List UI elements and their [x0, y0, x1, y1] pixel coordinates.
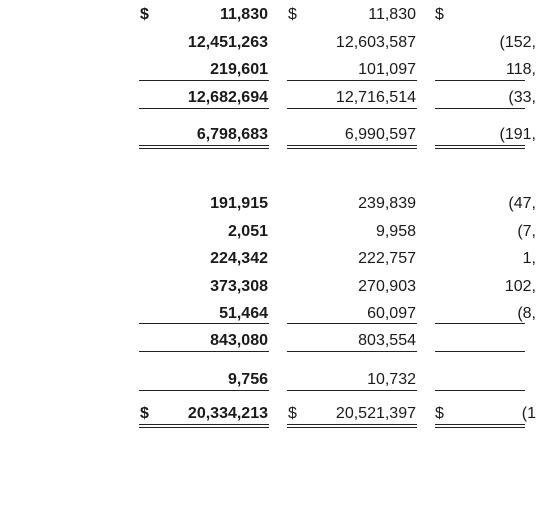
- currency-symbol: $: [435, 405, 444, 422]
- underline-rule: [287, 351, 417, 352]
- currency-symbol: $: [140, 6, 149, 23]
- underline-rule: [435, 323, 525, 324]
- current-year-value: 2,051: [227, 223, 268, 240]
- currency-symbol: $: [288, 405, 297, 422]
- prior-year-value: 239,839: [358, 195, 416, 212]
- prior-year-total: 20,521,397: [335, 405, 416, 422]
- underline-rule: [139, 323, 269, 324]
- prior-year-value: 12,716,514: [335, 89, 416, 106]
- table-row: [0, 248, 536, 270]
- prior-year-value: 60,097: [367, 305, 416, 322]
- table-row: [0, 369, 512, 391]
- underline-rule: [435, 80, 525, 81]
- currency-symbol: $: [140, 405, 149, 422]
- prior-year-value: 101,097: [358, 61, 416, 78]
- total-row: [0, 403, 536, 425]
- current-year-value: 9,756: [227, 371, 268, 388]
- table-row: [0, 59, 536, 81]
- current-year-value: 51,464: [219, 305, 268, 322]
- underline-rule: [287, 390, 417, 391]
- current-year-value: 373,308: [210, 278, 268, 295]
- variance-value: (191,: [499, 126, 536, 143]
- variance-value: (47,: [508, 195, 536, 212]
- table-row: [0, 276, 536, 298]
- variance-value: [436, 330, 536, 352]
- table-row: [0, 4, 512, 26]
- current-year-value: 191,915: [210, 195, 268, 212]
- current-year-total: 20,334,213: [187, 405, 268, 422]
- underline-rule: [435, 351, 525, 352]
- underline-rule: [139, 351, 269, 352]
- current-year-value: 6,798,683: [196, 126, 268, 143]
- double-underline-rule: [435, 424, 525, 428]
- variance-value: [436, 4, 536, 26]
- prior-year-value: 6,990,597: [344, 126, 416, 143]
- current-year-value: 843,080: [210, 332, 268, 349]
- double-underline-rule: [139, 145, 269, 149]
- current-year-value: 224,342: [210, 250, 268, 267]
- table-row: [0, 193, 536, 215]
- variance-value: 102,: [504, 278, 536, 295]
- underline-rule: [287, 323, 417, 324]
- table-row: [0, 330, 512, 352]
- underline-rule: [139, 108, 269, 109]
- current-year-value: 219,601: [210, 61, 268, 78]
- underline-rule: [287, 80, 417, 81]
- variance-value: (7,: [517, 223, 536, 240]
- variance-value: 118,: [506, 61, 536, 78]
- currency-symbol: $: [288, 6, 297, 23]
- current-year-value: 12,682,694: [187, 89, 268, 106]
- underline-rule: [139, 390, 269, 391]
- prior-year-value: 270,903: [358, 278, 416, 295]
- double-underline-rule: [435, 145, 525, 149]
- table-row: [0, 221, 536, 243]
- underline-rule: [435, 108, 525, 109]
- prior-year-value: 9,958: [375, 223, 416, 240]
- variance-total: (1: [521, 405, 536, 422]
- prior-year-value: 11,830: [368, 6, 416, 23]
- underline-rule: [139, 80, 269, 81]
- underline-rule: [435, 390, 525, 391]
- table-row: [0, 87, 536, 109]
- double-underline-rule: [139, 424, 269, 428]
- currency-symbol: $: [435, 6, 444, 23]
- table-row: [0, 124, 536, 146]
- underline-rule: [287, 108, 417, 109]
- double-underline-rule: [287, 145, 417, 149]
- current-year-value: 11,830: [219, 6, 268, 23]
- variance-value: [436, 369, 536, 391]
- double-underline-rule: [287, 424, 417, 428]
- prior-year-value: 803,554: [358, 332, 416, 349]
- table-row: [0, 303, 536, 325]
- variance-value: 1,: [522, 250, 536, 267]
- variance-value: (8,: [517, 305, 536, 322]
- prior-year-value: 222,757: [358, 250, 416, 267]
- variance-value: (33,: [508, 89, 536, 106]
- current-year-value: 12,451,263: [187, 34, 268, 51]
- prior-year-value: 12,603,587: [335, 34, 416, 51]
- prior-year-value: 10,732: [367, 371, 416, 388]
- variance-value: (152,: [499, 34, 536, 51]
- table-row: [0, 32, 536, 54]
